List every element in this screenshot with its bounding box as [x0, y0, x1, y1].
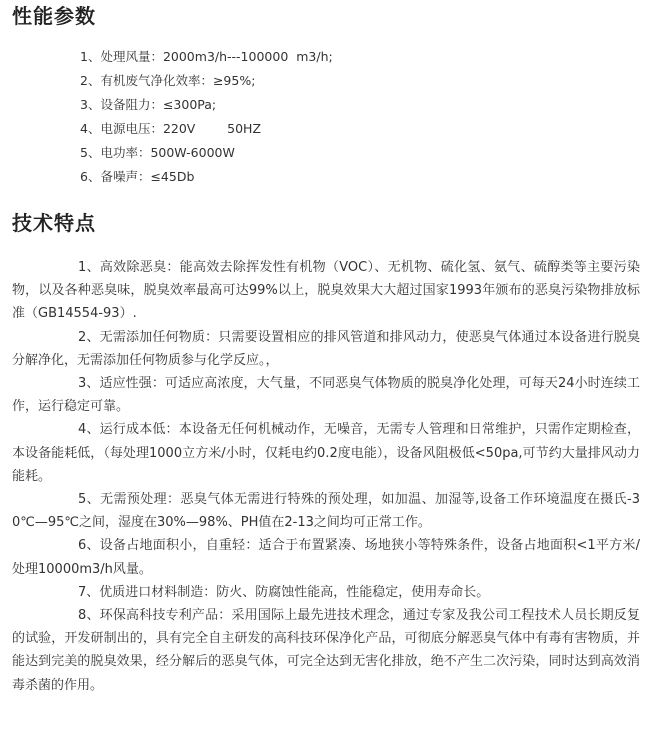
param-noise: 6、备噪声：≤45Db: [80, 169, 195, 184]
feature-item: 5、无需预处理：恶臭气体无需进行特殊的预处理，如加温、加湿等,设备工作环境温度在摄氏-30℃—95℃之间，湿度在30%—98%、PH值在2-13之间均可正常工作。: [12, 492, 640, 531]
features-list: [12, 256, 640, 697]
performance-list: [80, 45, 333, 189]
feature-item: 4、运行成本低：本设备无任何机械动作，无噪音，无需专人管理和日常维护，只需作定期检查，本设备能耗低，（每处理1000立方米/小时，仅耗电约0.2度电能），设备风阻极低<50pa,可节约大量排风动力能耗。: [12, 422, 640, 484]
section-title-features: 技术特点: [12, 211, 96, 235]
section-title-performance: 性能参数: [12, 4, 96, 28]
feature-item: 1、高效除恶臭：能高效去除挥发性有机物（VOC）、无机物、硫化氢、氨气、硫醇类等主要污染物，以及各种恶臭味，脱臭效率最高可达99%以上，脱臭效果大大超过国家1993年颁布的恶臭污染物排放标准（GB14554-93）.: [12, 260, 640, 322]
param-air-volume: 1、处理风量：2000m3/h---100000 m3/h;: [80, 49, 333, 64]
feature-item: 6、设备占地面积小，自重轻：适合于布置紧凑、场地狭小等特殊条件，设备占地面积<1平方米/处理10000m3/h风量。: [12, 538, 640, 577]
param-voltage: 4、电源电压：220V 50HZ: [80, 121, 262, 136]
feature-item: 8、环保高科技专利产品：采用国际上最先进技术理念，通过专家及我公司工程技术人员长期反复的试验，开发研制出的，具有完全自主研发的高科技环保净化产品，可彻底分解恶臭气体中有毒有害物质，并能达到完美的脱臭效果，经分解后的恶臭气体，可完全达到无害化排放，绝不产生二次污染，同时达到高效消毒杀菌的作用。: [12, 608, 640, 693]
feature-item: 3、适应性强：可适应高浓度，大气量，不同恶臭气体物质的脱臭净化处理，可每天24小时连续工作，运行稳定可靠。: [12, 376, 640, 415]
param-resistance: 3、设备阻力：≤300Pa;: [80, 97, 217, 112]
param-power: 5、电功率：500W-6000W: [80, 145, 235, 160]
feature-item: 7、优质进口材料制造：防火、防腐蚀性能高，性能稳定，使用寿命长。: [78, 584, 490, 600]
param-efficiency: 2、有机废气净化效率：≥95%;: [80, 73, 256, 88]
feature-item: 2、无需添加任何物质：只需要设置相应的排风管道和排风动力，使恶臭气体通过本设备进行脱臭分解净化，无需添加任何物质参与化学反应。，: [12, 329, 640, 368]
